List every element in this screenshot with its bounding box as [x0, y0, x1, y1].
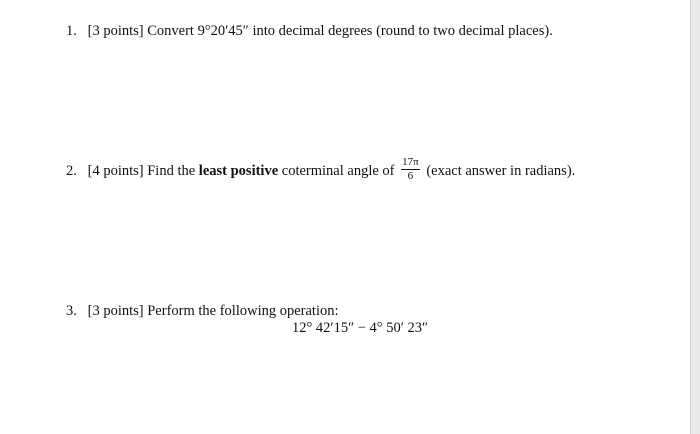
question-points: [4 points]: [87, 162, 144, 179]
question-bold-text: least positive: [198, 162, 279, 179]
question-text: Convert 9°20′45″ into decimal degrees (round to two decimal places).: [147, 23, 553, 39]
question-number: 3.: [66, 303, 77, 319]
question-text: Perform the following operation:: [147, 303, 339, 319]
question-points: [3 points]: [87, 23, 144, 39]
question-number: 2.: [66, 162, 77, 179]
question-text-middle: coterminal angle of: [281, 162, 395, 179]
fraction: [401, 157, 420, 182]
question-2: [66, 156, 576, 184]
question-number: 1.: [66, 23, 77, 39]
question-text-after: (exact answer in radians).: [426, 162, 576, 179]
question-3: [66, 302, 339, 320]
fraction-denominator: 6: [407, 170, 414, 182]
question-1: [66, 22, 553, 40]
question-points: [3 points]: [87, 303, 144, 319]
math-expression: 12° 42′15″ − 4° 50′ 23″: [292, 320, 429, 336]
fraction-numerator: 17π: [402, 156, 419, 168]
question-text-before: Find the: [147, 162, 196, 179]
